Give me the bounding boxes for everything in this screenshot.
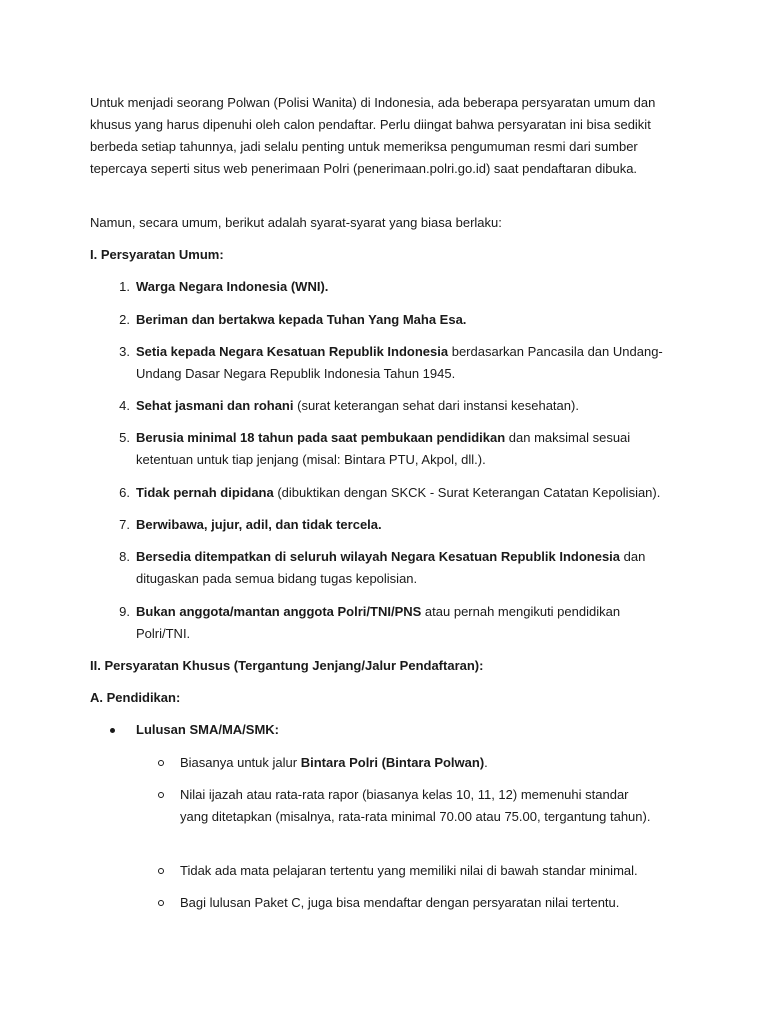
sub-list-item <box>158 752 658 774</box>
item-bold: Warga Negara Indonesia (WNI). <box>136 279 329 294</box>
list-item <box>112 514 677 536</box>
lead-paragraph: Namun, secara umum, berikut adalah syarat-syarat yang biasa berlaku: <box>90 215 502 230</box>
list-item <box>112 341 677 385</box>
item-rest: (surat keterangan sehat dari instansi kesehatan). <box>293 398 579 413</box>
item-bold: Setia kepada Negara Kesatuan Republik Indonesia <box>136 344 449 359</box>
sub-pre: Nilai ijazah atau rata-rata rapor (biasanya kelas 10, 11, 12) memenuhi standar yang ditetapkan (misalnya, rata-rata minimal 70.00 atau 75.00, tergantung tahun). <box>180 787 651 824</box>
list-number: 7. <box>119 517 130 532</box>
item-bold: Berwibawa, jujur, adil, dan tidak tercela. <box>136 517 382 532</box>
item-bold: Sehat jasmani dan rohani <box>136 398 294 413</box>
list-item <box>112 309 677 331</box>
intro-paragraph: Untuk menjadi seorang Polwan (Polisi Wanita) di Indonesia, ada beberapa persyaratan umum dan khusus yang harus dipenuhi oleh calon pendaftar. Perlu diingat bahwa persyaratan ini bisa sedikit berbeda setiap tahunnya, jadi selalu penting untuk memeriksa pengumuman resmi dari sumber tepercaya seperti situs web penerimaan Polri (penerimaan.polri.go.id) saat pendaftaran dibuka. <box>90 95 656 176</box>
item-bold: Bersedia ditempatkan di seluruh wilayah Negara Kesatuan Republik Indonesia <box>136 549 621 564</box>
bullet-text: Lulusan SMA/MA/SMK: <box>136 722 279 737</box>
list-number: 8. <box>119 549 130 564</box>
item-rest: dan ditugaskan pada semua bidang tugas kepolisian. <box>136 549 646 586</box>
sub-list-item <box>158 892 658 914</box>
subsection-a-heading: A. Pendidikan: <box>90 690 181 705</box>
list-item <box>112 276 677 298</box>
section-2-heading: II. Persyaratan Khusus (Tergantung Jenjang/Jalur Pendaftaran): <box>90 658 484 673</box>
list-item <box>112 482 677 504</box>
list-number: 5. <box>119 430 130 445</box>
hollow-bullet-icon <box>158 900 164 906</box>
sub-bold: Bintara Polri (Bintara Polwan) <box>300 755 485 770</box>
section-1-heading: I. Persyaratan Umum: <box>90 247 224 262</box>
hollow-bullet-icon <box>158 792 164 798</box>
sub-pre: Bagi lulusan Paket C, juga bisa mendaftar dengan persyaratan nilai tertentu. <box>180 895 620 910</box>
bullet-dot-icon <box>110 728 115 733</box>
item-rest: berdasarkan Pancasila dan Undang-Undang Dasar Negara Republik Indonesia Tahun 1945. <box>136 344 663 381</box>
sub-pre: Tidak ada mata pelajaran tertentu yang memiliki nilai di bawah standar minimal. <box>180 863 638 878</box>
list-number: 3. <box>119 344 130 359</box>
item-bold: Berusia minimal 18 tahun pada saat pembukaan pendidikan <box>136 430 506 445</box>
hollow-bullet-icon <box>158 760 164 766</box>
item-bold: Beriman dan bertakwa kepada Tuhan Yang Maha Esa. <box>136 312 467 327</box>
list-item <box>112 427 677 471</box>
hollow-bullet-icon <box>158 868 164 874</box>
sub-pre: Biasanya untuk jalur <box>180 755 301 770</box>
sub-post: . <box>484 755 488 770</box>
item-bold: Tidak pernah dipidana <box>136 485 274 500</box>
list-number: 1. <box>119 279 130 294</box>
list-number: 2. <box>119 312 130 327</box>
list-item <box>112 601 677 645</box>
list-item <box>112 395 677 417</box>
item-rest: dan maksimal sesuai ketentuan untuk tiap jenjang (misal: Bintara PTU, Akpol, dll.). <box>136 430 631 467</box>
list-number: 6. <box>119 485 130 500</box>
sub-list-item <box>158 784 658 828</box>
item-rest: (dibuktikan dengan SKCK - Surat Keterangan Catatan Kepolisian). <box>273 485 661 500</box>
list-number: 9. <box>119 604 130 619</box>
list-number: 4. <box>119 398 130 413</box>
list-item <box>112 546 677 590</box>
sub-list-item <box>158 860 658 882</box>
item-bold: Bukan anggota/mantan anggota Polri/TNI/PNS <box>136 604 422 619</box>
item-rest: atau pernah mengikuti pendidikan Polri/TNI. <box>136 604 621 641</box>
bullet-item <box>110 719 279 741</box>
